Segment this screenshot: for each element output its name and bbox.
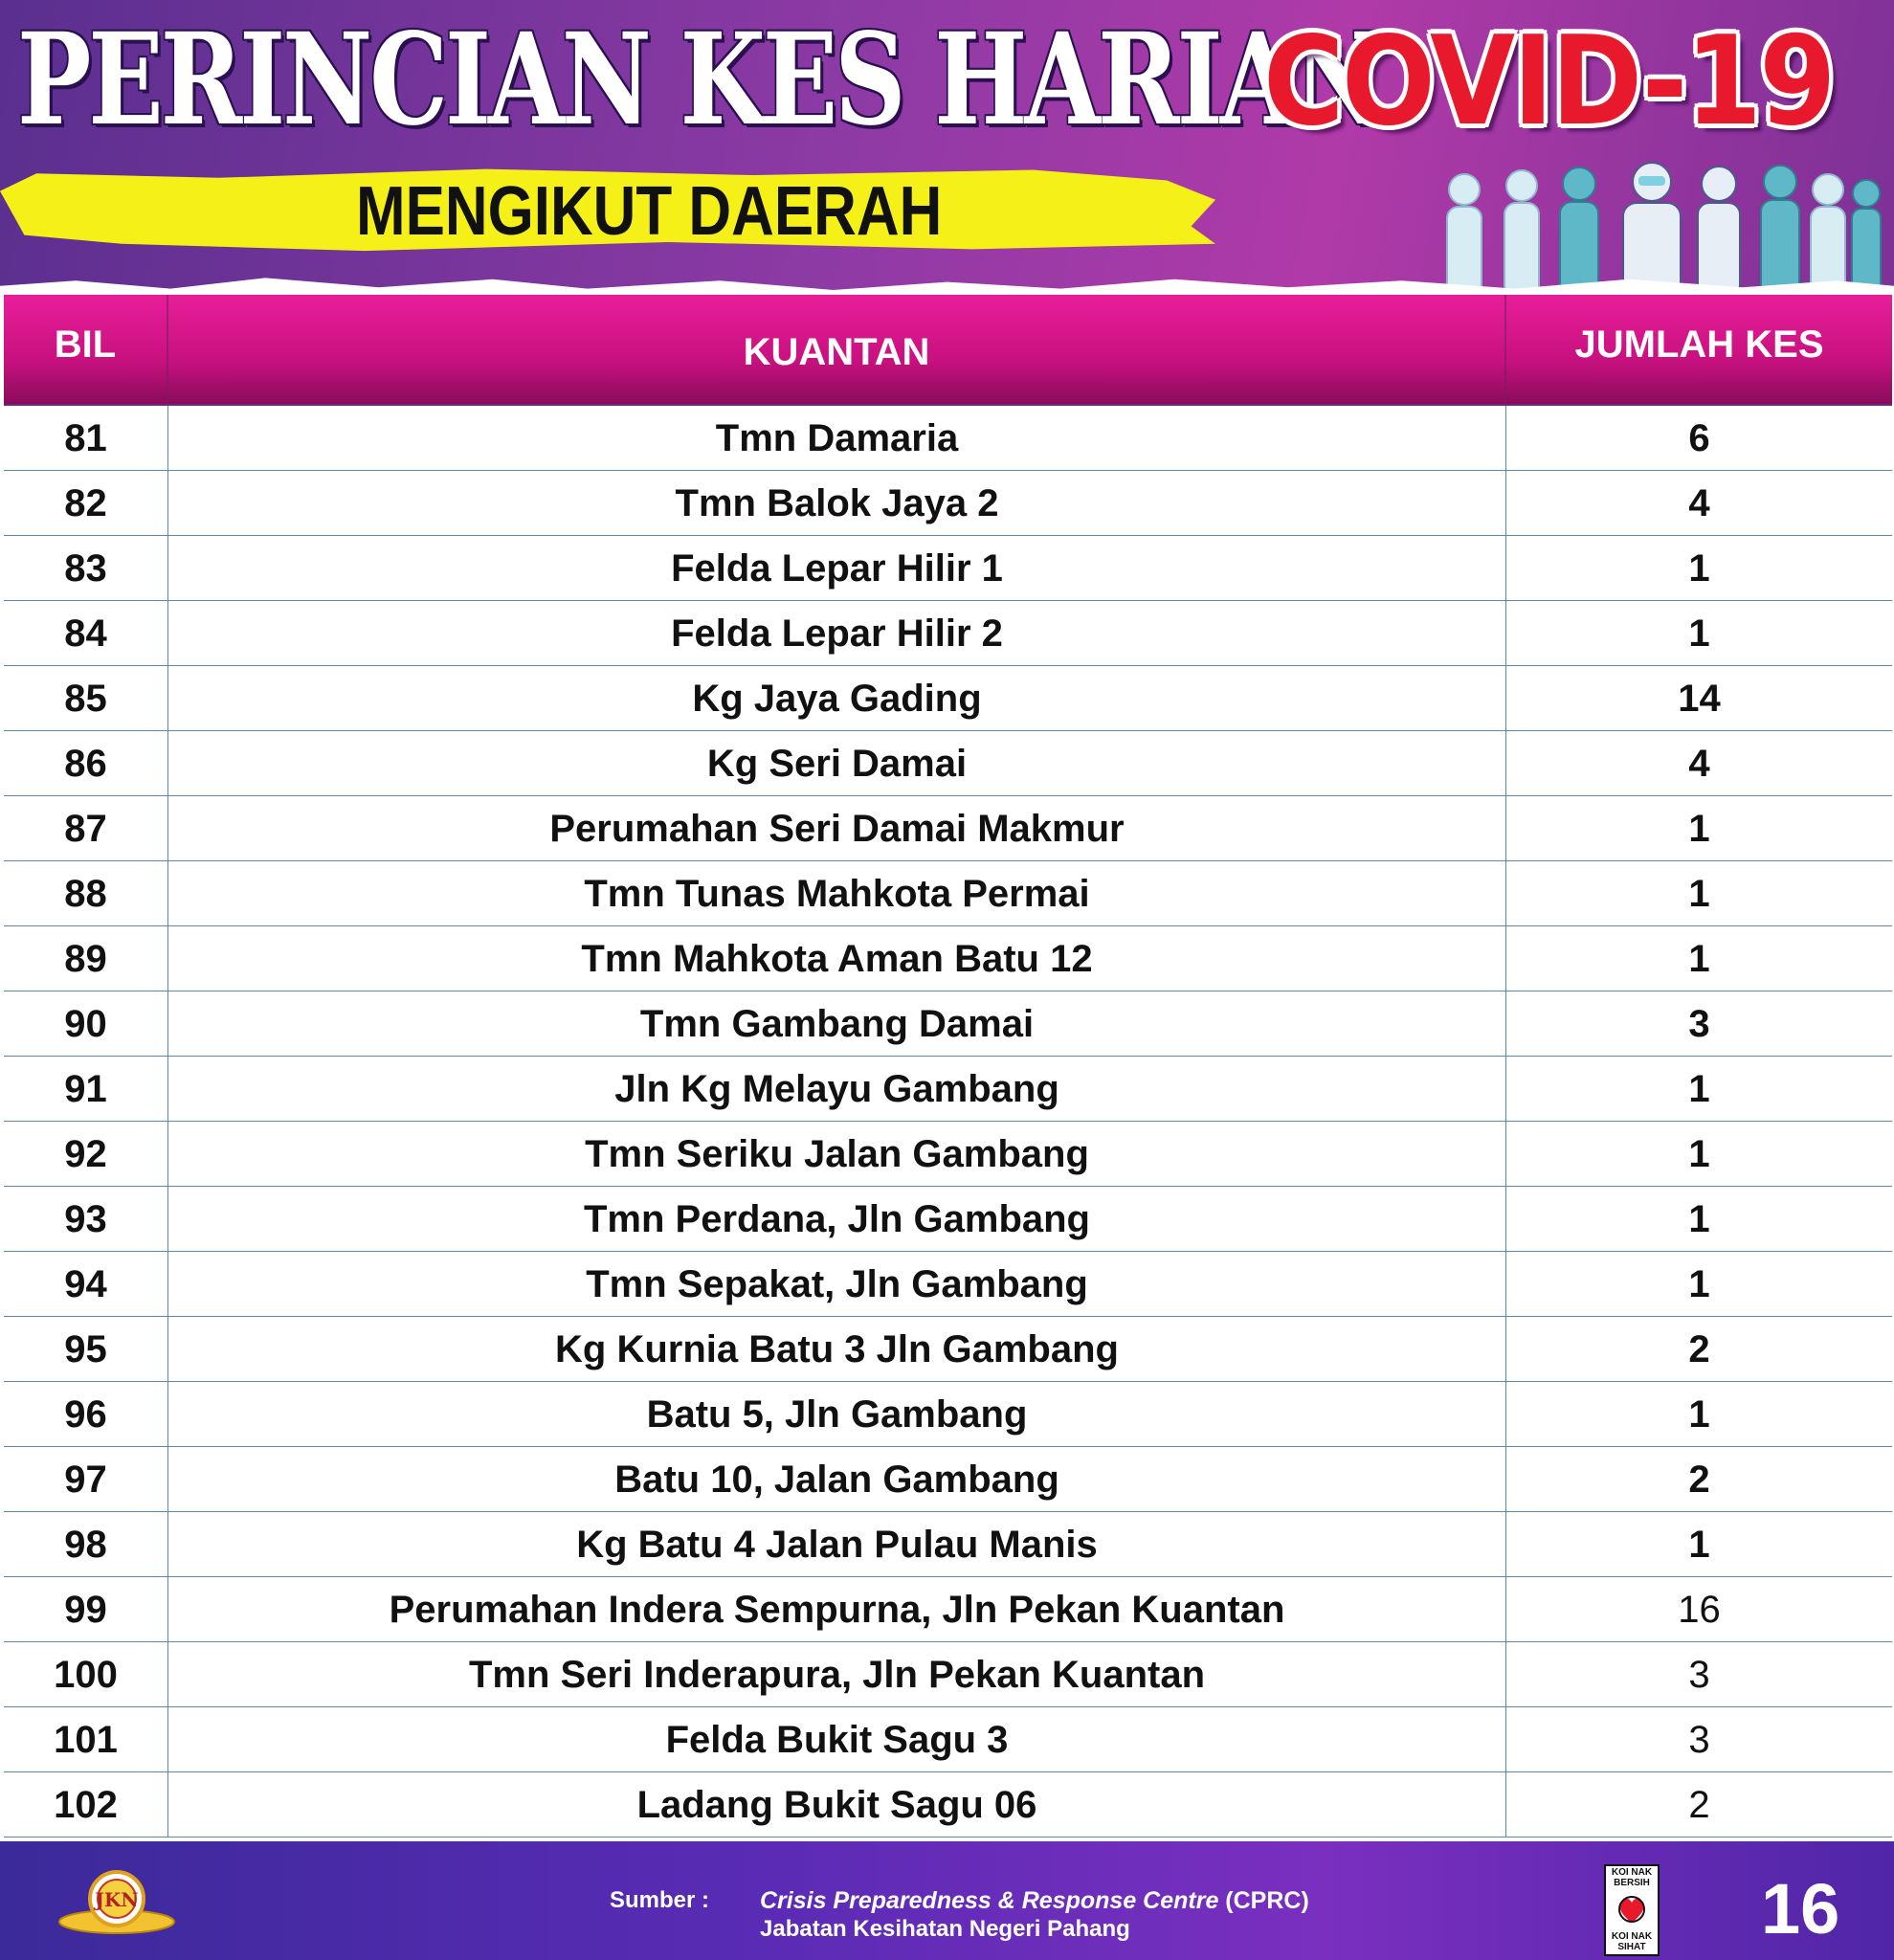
cell-count: 4 [1688,482,1710,524]
cell-bil: 81 [4,406,168,470]
cell-count: 1 [1688,1263,1710,1305]
page-number: 16 [1761,1869,1840,1949]
cell-location: Perumahan Seri Damai Makmur [168,796,1506,860]
cell-count: 1 [1688,1393,1710,1436]
table-row [4,536,1892,601]
table-row [4,991,1892,1057]
table-row [4,666,1892,731]
table-row [4,1512,1892,1577]
cell-location: Tmn Perdana, Jln Gambang [168,1187,1506,1251]
table-row [4,796,1892,861]
cell-bil: 97 [4,1447,168,1511]
cell-bil: 98 [4,1512,168,1576]
cell-bil: 83 [4,536,168,600]
cell-location: Kg Batu 4 Jalan Pulau Manis [168,1512,1506,1576]
cell-count: 1 [1688,873,1710,915]
cell-location: Tmn Gambang Damai [168,991,1506,1056]
koi-nak-sihat-badge-icon: KOI NAK BERSIH KOI NAK SIHAT [1604,1864,1660,1956]
cell-location: Felda Lepar Hilir 2 [168,601,1506,665]
column-header-bil: BIL [4,295,168,404]
cell-count: 3 [1688,1654,1710,1696]
cell-count: 1 [1688,808,1710,850]
table-row [4,1642,1892,1707]
column-header-count: JUMLAH KES [1574,323,1824,366]
cell-count: 3 [1688,1003,1710,1045]
cell-location: Tmn Damaria [168,406,1506,470]
cell-count: 1 [1688,1068,1710,1110]
cell-location: Felda Lepar Hilir 1 [168,536,1506,600]
cell-count: 2 [1688,1328,1710,1370]
table-row [4,1252,1892,1317]
page-title: PERINCIAN KES HARIAN [17,6,1381,154]
cell-bil: 95 [4,1317,168,1381]
cell-count: 14 [1678,678,1721,720]
cell-bil: 94 [4,1252,168,1316]
cell-location: Perumahan Indera Sempurna, Jln Pekan Kuantan [168,1577,1506,1641]
table-row [4,1382,1892,1447]
table-row [4,1707,1892,1772]
cell-count: 3 [1688,1719,1710,1761]
table-row [4,1317,1892,1382]
table-row [4,1772,1892,1838]
cell-bil: 82 [4,471,168,535]
cell-bil: 92 [4,1122,168,1186]
table-row [4,1187,1892,1252]
svg-text:JKN: JKN [95,1888,139,1911]
table-row [4,601,1892,666]
table-header [4,295,1892,406]
cell-location: Batu 10, Jalan Gambang [168,1447,1506,1511]
table-row [4,1122,1892,1187]
table-row [4,406,1892,471]
cell-location: Tmn Balok Jaya 2 [168,471,1506,535]
table-row [4,471,1892,536]
cell-bil: 88 [4,861,168,925]
cell-location: Tmn Mahkota Aman Batu 12 [168,926,1506,991]
cell-bil: 84 [4,601,168,665]
cell-bil: 87 [4,796,168,860]
cell-location: Tmn Seriku Jalan Gambang [168,1122,1506,1186]
cell-location: Kg Kurnia Batu 3 Jln Gambang [168,1317,1506,1381]
cell-location: Kg Seri Damai [168,731,1506,795]
header-banner [0,0,1894,297]
cell-bil: 101 [4,1707,168,1771]
cell-count: 1 [1688,547,1710,590]
source-organization: Crisis Preparedness & Response Centre (CPRC) [760,1887,1309,1914]
cell-bil: 89 [4,926,168,991]
cell-bil: 90 [4,991,168,1056]
column-header-location: KUANTAN [168,295,1506,404]
cell-bil: 96 [4,1382,168,1446]
table-row [4,1057,1892,1122]
cell-bil: 86 [4,731,168,795]
cell-count: 4 [1688,743,1710,785]
jkn-logo-icon [56,1862,178,1939]
source-label: Sumber : [610,1887,710,1913]
table-body [4,406,1892,1838]
cell-bil: 85 [4,666,168,730]
cell-count: 1 [1688,1198,1710,1240]
footer-bar [0,1841,1894,1960]
healthcare-workers-illustration [1426,161,1885,297]
cell-bil: 102 [4,1772,168,1837]
cell-count: 6 [1688,417,1710,459]
cell-count: 2 [1688,1459,1710,1501]
cell-location: Tmn Sepakat, Jln Gambang [168,1252,1506,1316]
source-department: Jabatan Kesihatan Negeri Pahang [760,1916,1130,1942]
cell-bil: 99 [4,1577,168,1641]
cases-table [4,295,1892,1838]
cell-count: 2 [1688,1784,1710,1826]
page-subtitle: MENGIKUT DAERAH [356,173,943,250]
table-row [4,1577,1892,1642]
cell-location: Felda Bukit Sagu 3 [168,1707,1506,1771]
table-row [4,861,1892,926]
cell-location: Ladang Bukit Sagu 06 [168,1772,1506,1837]
covid-title: COVID-19 [1263,11,1834,153]
cell-count: 1 [1688,612,1710,655]
cell-location: Jln Kg Melayu Gambang [168,1057,1506,1121]
cell-count: 1 [1688,1524,1710,1566]
cell-location: Batu 5, Jln Gambang [168,1382,1506,1446]
cell-count: 16 [1678,1589,1721,1631]
cell-bil: 93 [4,1187,168,1251]
cell-count: 1 [1688,1133,1710,1175]
cell-bil: 91 [4,1057,168,1121]
table-row [4,1447,1892,1512]
cell-count: 1 [1688,938,1710,980]
cell-location: Tmn Tunas Mahkota Permai [168,861,1506,925]
table-row [4,731,1892,796]
cell-location: Tmn Seri Inderapura, Jln Pekan Kuantan [168,1642,1506,1706]
cell-bil: 100 [4,1642,168,1706]
table-row [4,926,1892,991]
cell-location: Kg Jaya Gading [168,666,1506,730]
